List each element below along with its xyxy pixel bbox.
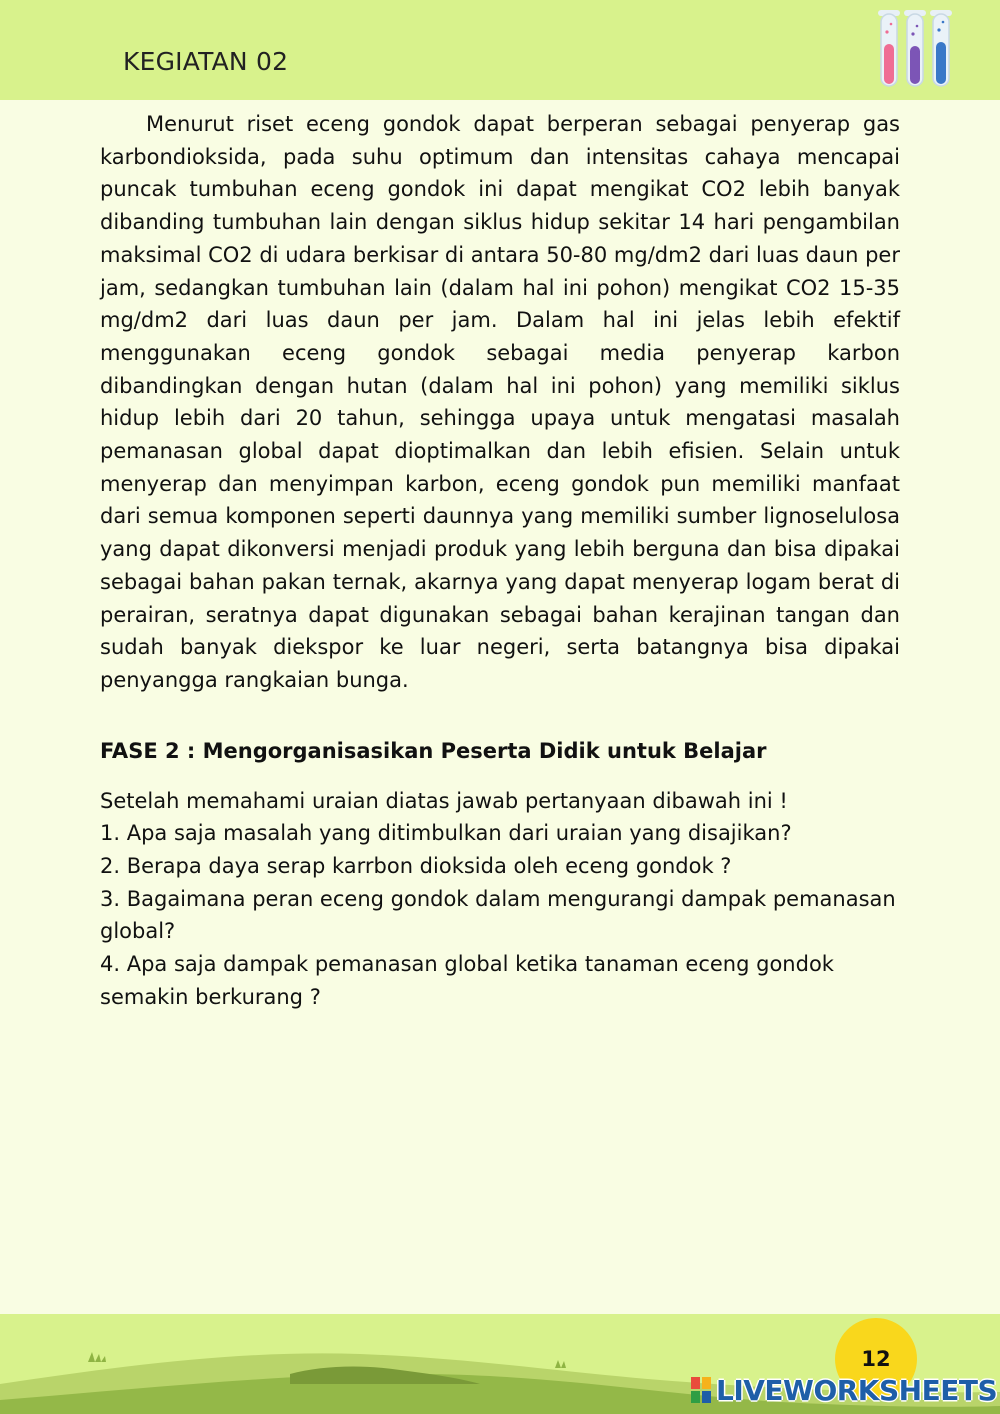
question-item: 2. Berapa daya serap karrbon dioksida oleh eceng gondok ? bbox=[100, 854, 732, 879]
test-tubes-icon bbox=[872, 6, 962, 90]
brand-text: LIVEWORKSHEETS bbox=[716, 1373, 998, 1407]
page-content bbox=[100, 108, 900, 1014]
liveworksheets-brand bbox=[690, 1372, 997, 1408]
body-paragraph: Menurut riset eceng gondok dapat berperan sebagai penyerap gas karbondioksida, pada suhu optimum dan intensitas cahaya mencapai puncak tumbuhan eceng gondok ini dapat mengikat CO2 lebih banyak dibanding tumbuhan lain dengan siklus hidup sekitar 14 hari pengambilan maksimal CO2 di udara berkisar di antara 50-80 mg/dm2 dari luas daun per jam, sedangkan tumbuhan lain (dalam hal ini pohon) mengikat CO2 15-35 mg/dm2 dari luas daun per jam. Dalam hal ini jelas lebih efektif menggunakan eceng gondok sebagai media penyerap karbon dibandingkan dengan hutan (dalam hal ini pohon) yang memiliki siklus hidup lebih dari 20 tahun, sehingga upaya untuk mengatasi masalah pemanasan global dapat dioptimalkan dan lebih efisien. Selain untuk menyerap dan menyimpan karbon, eceng gondok pun memiliki manfaat dari semua komponen seperti daunnya yang memiliki sumber lignoselulosa yang dapat dikonversi menjadi produk yang lebih berguna dan bisa dipakai sebagai bahan pakan ternak, akarnya yang dapat menyerap logam berat di perairan, seratnya dapat digunakan sebagai bahan kerajinan tangan dan sudah banyak diekspor ke luar negeri, serta batangnya bisa dipakai penyangga rangkaian bunga. bbox=[100, 112, 900, 692]
page-number-badge: 12 bbox=[835, 1318, 917, 1400]
question-item: 4. Apa saja dampak pemanasan global ketika tanaman eceng gondok semakin berkurang ? bbox=[100, 952, 834, 1009]
questions-intro: Setelah memahami uraian diatas jawab pertanyaan dibawah ini ! bbox=[100, 788, 788, 813]
liveworksheets-logo-icon bbox=[690, 1376, 712, 1404]
question-list bbox=[100, 817, 900, 1013]
question-item: 1. Apa saja masalah yang ditimbulkan dari uraian yang disajikan? bbox=[100, 821, 792, 846]
section-title: FASE 2 : Mengorganisasikan Peserta Didik untuk Belajar bbox=[100, 738, 767, 763]
question-item: 3. Bagaimana peran eceng gondok dalam mengurangi dampak pemanasan global? bbox=[100, 886, 896, 944]
page-header bbox=[0, 0, 1000, 100]
header-title: KEGIATAN 02 bbox=[123, 47, 289, 76]
